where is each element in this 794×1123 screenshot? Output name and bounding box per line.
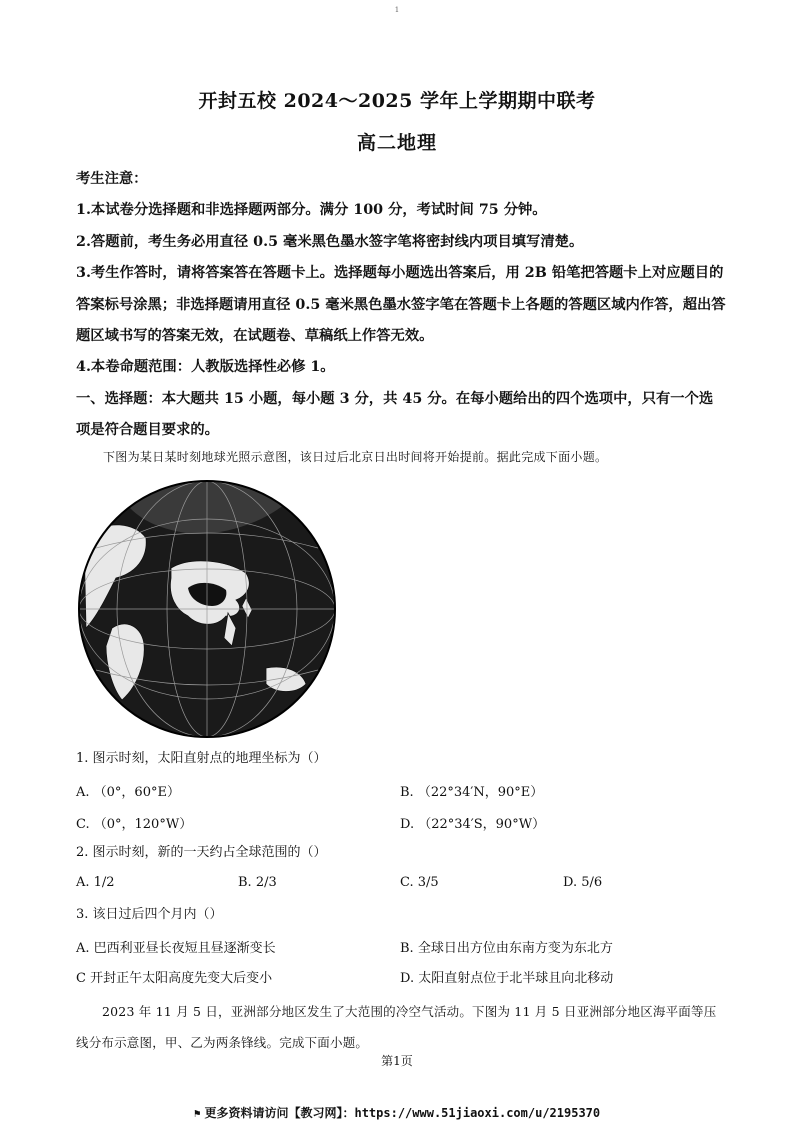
q3-option-b[interactable]: B. 全球日出方位由东南方变为东北方 bbox=[400, 941, 613, 956]
question-3-options bbox=[76, 937, 726, 957]
question-1-options bbox=[76, 781, 726, 801]
q3-option-c[interactable]: C 开封正午太阳高度先变大后变小 bbox=[76, 971, 273, 986]
q3-option-a[interactable]: A. 巴西利亚昼长夜短且昼逐渐变长 bbox=[76, 941, 276, 956]
question-1-options-2 bbox=[76, 813, 726, 833]
q1-option-b[interactable]: B. （22°34′N，90°E） bbox=[400, 785, 544, 800]
figure-intro-1: 下图为某日某时刻地球光照示意图，该日过后北京日出时间将开始提前。据此完成下面小题。 bbox=[103, 450, 608, 464]
q1-option-d[interactable]: D. （22°34′S，90°W） bbox=[400, 817, 546, 832]
note-line-4: 4.本卷命题范围：人教版选择性必修 1。 bbox=[76, 359, 335, 376]
q2-option-c[interactable]: C. 3/5 bbox=[400, 875, 439, 890]
note-line-3: 3.考生作答时，请将答案答在答题卡上。选择题每小题选出答案后，用 2B 铅笔把答题卡上对应题目的答案标号涂黑；非选择题请用直径 0.5 毫米黑色墨水签字笔在答题卡上各题的答题区域内作答，超出答题区域书写的答案无效，在试题卷、草稿纸上作答无效。 bbox=[76, 265, 726, 345]
earth-illumination-globe bbox=[76, 478, 338, 740]
question-2-stem: 2. 图示时刻，新的一天约占全球范围的（） bbox=[76, 845, 327, 860]
q1-option-a[interactable]: A. （0°，60°E） bbox=[76, 785, 180, 800]
question-1-stem: 1. 图示时刻，太阳直射点的地理坐标为（） bbox=[76, 751, 327, 766]
q2-option-a[interactable]: A. 1/2 bbox=[76, 875, 115, 890]
figure-intro-2: 2023 年 11 月 5 日，亚洲部分地区发生了大范围的冷空气活动。下图为 11 月 5 日亚洲部分地区海平面等压线分布示意图，甲、乙为两条锋线。完成下面小题。 bbox=[76, 1004, 717, 1050]
page-number: 第1页 bbox=[381, 1054, 413, 1068]
flag-icon: ⚑ bbox=[193, 1107, 201, 1120]
q2-option-b[interactable]: B. 2/3 bbox=[238, 875, 277, 890]
exam-subject: 高二地理 bbox=[356, 132, 437, 154]
footer-text[interactable]: 更多资料请访问【教习网】：https://www.51jiaoxi.com/u/2195370 bbox=[204, 1106, 601, 1120]
notes-heading: 考生注意： bbox=[76, 171, 148, 187]
exam-title: 开封五校 2024～2025 学年上学期期中联考 bbox=[198, 90, 596, 112]
section-heading: 一、选择题：本大题共 15 小题，每小题 3 分，共 45 分。在每小题给出的四个选项中，只有一个选项是符合题目要求的。 bbox=[76, 390, 714, 439]
question-2-options bbox=[76, 875, 726, 895]
q3-option-d[interactable]: D. 太阳直射点位于北半球且向北移动 bbox=[400, 971, 614, 986]
top-page-mark: 1 bbox=[394, 6, 400, 14]
note-line-1: 1.本试卷分选择题和非选择题两部分。满分 100 分，考试时间 75 分钟。 bbox=[76, 202, 547, 219]
q2-option-d[interactable]: D. 5/6 bbox=[563, 875, 603, 890]
note-line-2: 2.答题前，考生务必用直径 0.5 毫米黑色墨水签字笔将密封线内项目填写清楚。 bbox=[76, 233, 584, 250]
q1-option-c[interactable]: C. （0°，120°W） bbox=[76, 817, 193, 832]
footer-link[interactable] bbox=[0, 1104, 794, 1121]
question-3-options-2 bbox=[76, 967, 726, 987]
question-3-stem: 3. 该日过后四个月内（） bbox=[76, 907, 223, 922]
candidate-notes bbox=[76, 164, 726, 447]
